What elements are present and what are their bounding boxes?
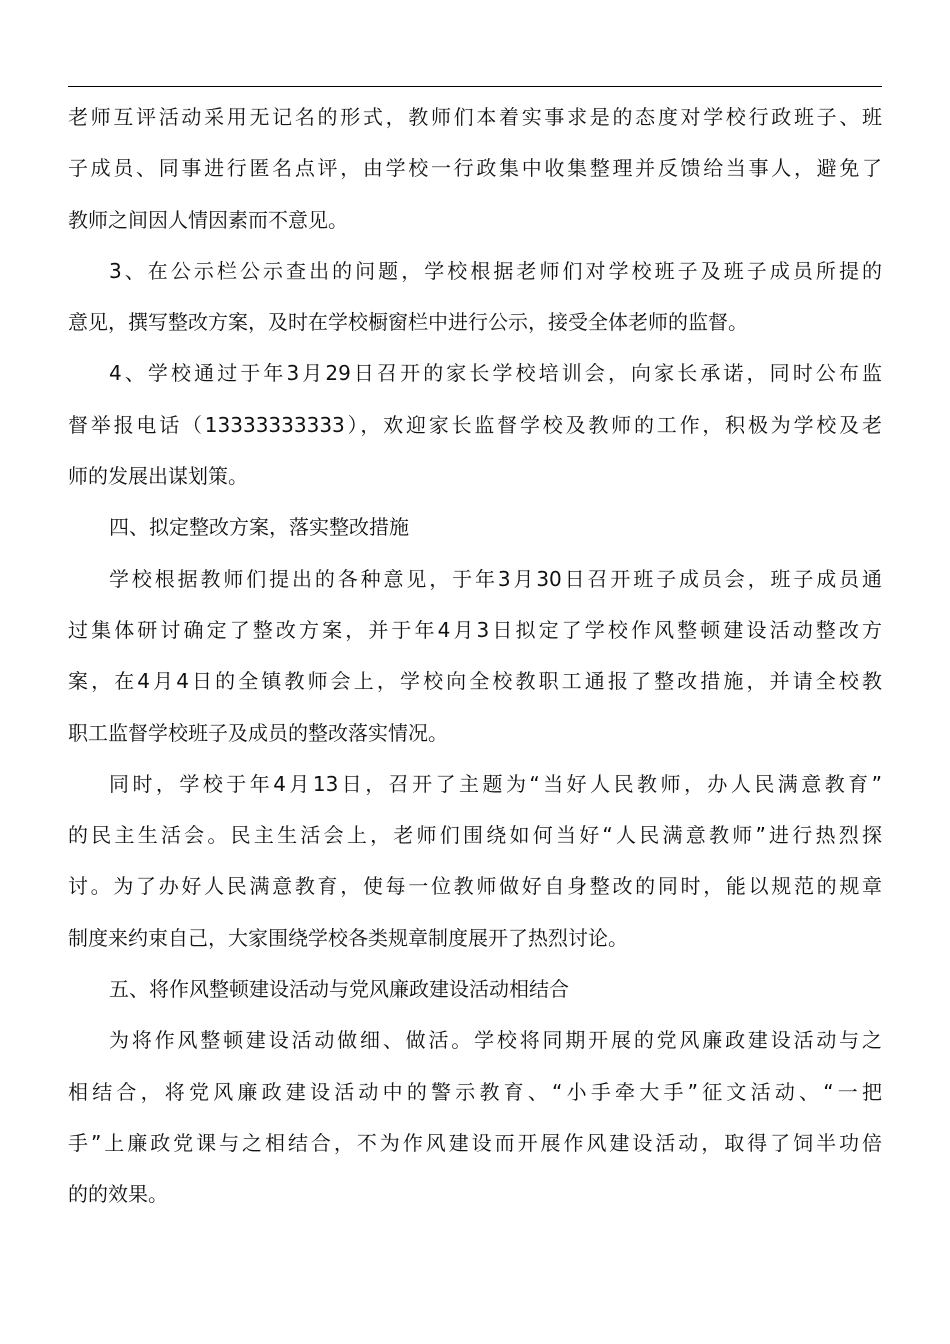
text-line: 学校根据教师们提出的各种意见，于年3月30日召开班子成员会，班子成员通 <box>109 566 882 591</box>
text-line: 子成员、同事进行匿名点评，由学校一行政集中收集整理并反馈给当事人，避免了 <box>68 156 882 181</box>
text-line: 制度来约束自己，大家围绕学校各类规章制度展开了热烈讨论。 <box>68 925 628 950</box>
text-line: 的的效果。 <box>68 1182 168 1207</box>
text-line: 3、在公示栏公示查出的问题，学校根据老师们对学校班子及班子成员所提的 <box>109 258 882 283</box>
text-line: 师的发展出谋划策。 <box>68 464 248 489</box>
text-line: 讨。为了办好人民满意教育，使每一位教师做好自身整改的同时，能以规范的规章 <box>68 874 882 899</box>
header-rule <box>68 86 882 87</box>
document-body <box>68 92 882 1221</box>
text-line: 相结合，将党风廉政建设活动中的警示教育、“小手牵大手”征文活动、“一把 <box>68 1079 882 1104</box>
text-line: 教师之间因人情因素而不意见。 <box>68 207 348 232</box>
text-line: 五、将作风整顿建设活动与党风廉政建设活动相结合 <box>109 977 569 1002</box>
text-line: 4、学校通过于年3月29日召开的家长学校培训会，向家长承诺，同时公布监 <box>109 361 882 386</box>
text-line: 四、拟定整改方案，落实整改措施 <box>109 515 409 540</box>
text-line: 老师互评活动采用无记名的形式，教师们本着实事求是的态度对学校行政班子、班 <box>68 105 882 129</box>
text-line: 手”上廉政党课与之相结合，不为作风建设而开展作风建设活动，取得了饲半功倍 <box>68 1130 882 1155</box>
text-line: 督举报电话（13333333333），欢迎家长监督学校及教师的工作，积极为学校及老 <box>68 412 882 437</box>
text-line: 的民主生活会。民主生活会上，老师们围绕如何当好“人民满意教师”进行热烈探 <box>68 823 882 848</box>
text-line: 职工监督学校班子及成员的整改落实情况。 <box>68 720 448 745</box>
text-line: 为将作风整顿建设活动做细、做活。学校将同期开展的党风廉政建设活动与之 <box>109 1028 882 1053</box>
text-line: 意见，撰写整改方案，及时在学校橱窗栏中进行公示，接受全体老师的监督。 <box>68 310 748 335</box>
text-line: 同时，学校于年4月13日，召开了主题为“当好人民教师，办人民满意教育” <box>109 771 882 796</box>
text-line: 过集体研讨确定了整改方案，并于年4月3日拟定了学校作风整顿建设活动整改方 <box>68 617 882 642</box>
text-line: 案，在4月4日的全镇教师会上，学校向全校教职工通报了整改措施，并请全校教 <box>68 669 882 694</box>
